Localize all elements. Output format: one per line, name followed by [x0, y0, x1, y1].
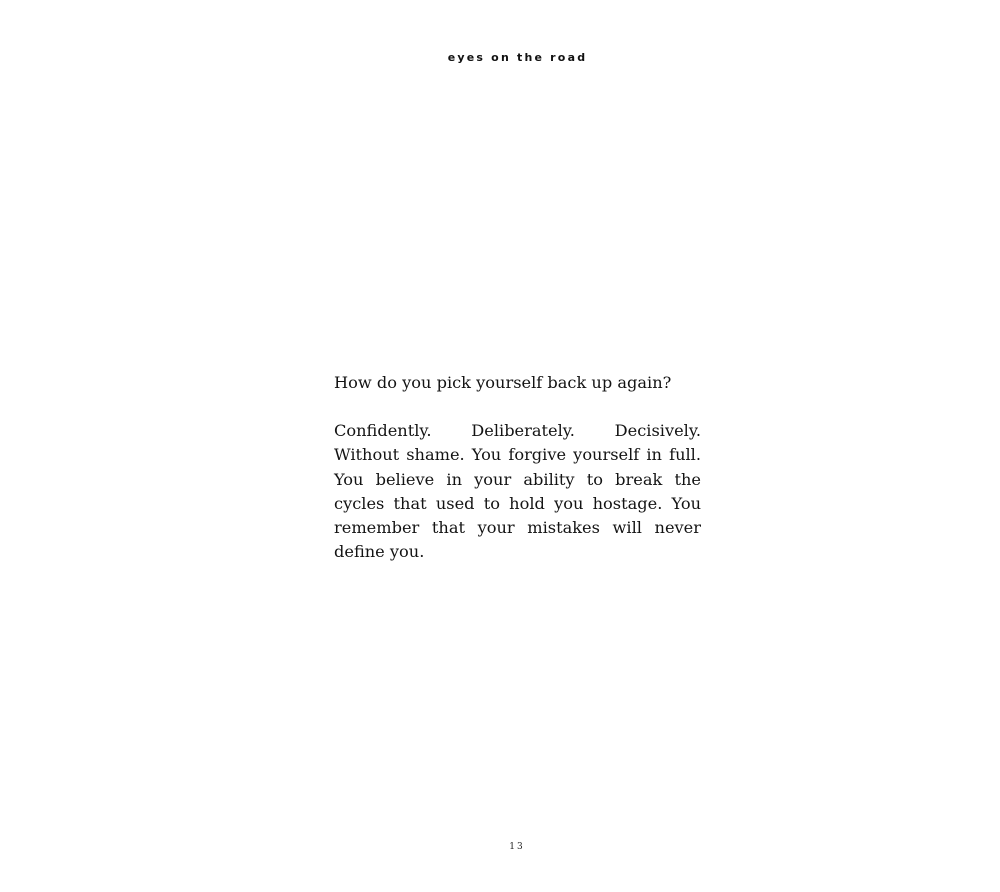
running-title: eyes on the road — [447, 51, 588, 64]
page-number: 13 — [509, 842, 525, 852]
answer-paragraph: Confidently. Deliberately. Decisively. Without shame. You forgive yourself in full. You believe in your ability to break the cycles that used to hold you hostage. You remember that your mistakes will never define you. — [334, 421, 701, 562]
question-paragraph: How do you pick yourself back up again? — [334, 373, 672, 392]
body-text — [334, 371, 701, 564]
